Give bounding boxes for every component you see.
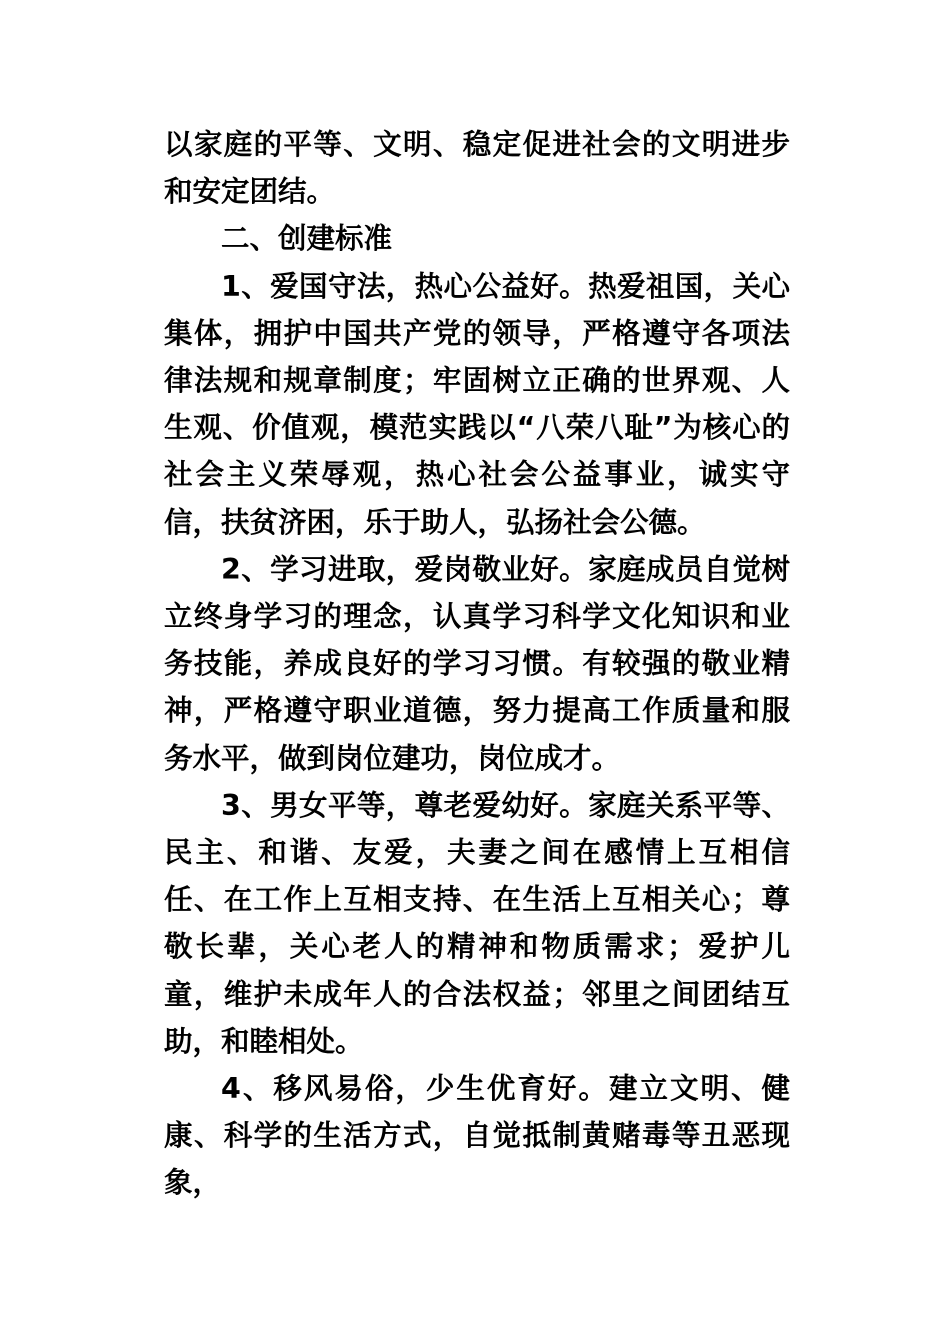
document-body (164, 121, 790, 1207)
paragraph-criterion-3: 3、男女平等，尊老爱幼好。家庭关系平等、民主、和谐、友爱，夫妻之间在感情上互相信任、在工作上互相支持、在生活上互相关心；尊敬长辈，关心老人的精神和物质需求；爱护儿童，维护未成年人的合法权益；邻里之间团结互助，和睦相处。 (164, 788, 790, 1058)
paragraph-continuation: 以家庭的平等、文明、稳定促进社会的文明进步和安定团结。 (164, 128, 790, 209)
paragraph-criterion-4: 4、移风易俗，少生优育好。建立文明、健康、科学的生活方式，自觉抵制黄赌毒等丑恶现象， (164, 1072, 790, 1200)
paragraph-criterion-1: 1、爱国守法，热心公益好。热爱祖国，关心集体，拥护中国共产党的领导，严格遵守各项法律法规和规章制度；牢固树立正确的世界观、人生观、价值观，模范实践以“八荣八耻”为核心的社会主义荣辱观，热心社会公益事业，诚实守信，扶贫济困，乐于助人，弘扬社会公德。 (164, 269, 790, 539)
paragraph-criterion-2: 2、学习进取，爱岗敬业好。家庭成员自觉树立终身学习的理念，认真学习科学文化知识和业务技能，养成良好的学习习惯。有较强的敬业精神，严格遵守职业道德，努力提高工作质量和服务水平，做到岗位建功，岗位成才。 (164, 552, 790, 775)
section-heading-criteria: 二、创建标准 (221, 222, 393, 256)
